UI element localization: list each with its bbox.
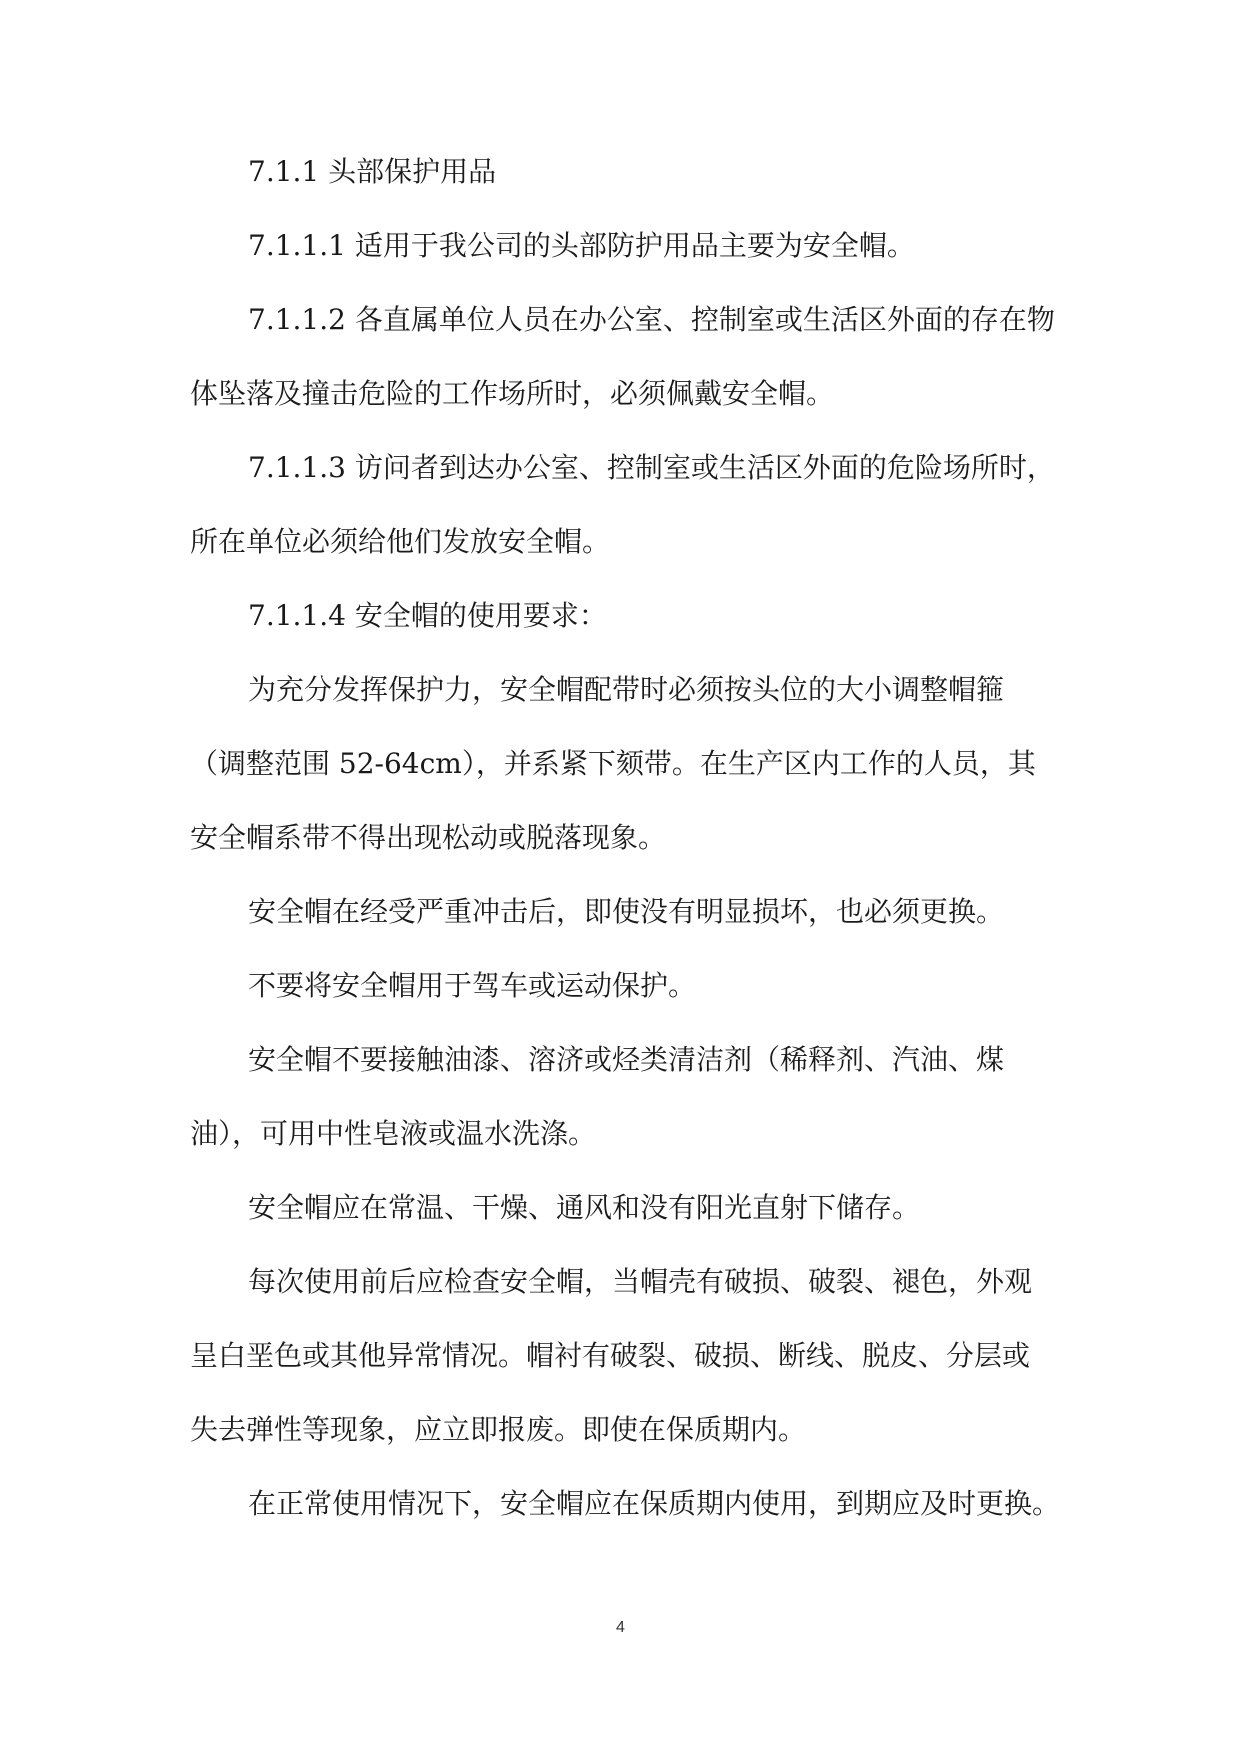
paragraph-line: 每次使用前后应检查安全帽，当帽壳有破损、破裂、褪色，外观 — [248, 1265, 1033, 1298]
paragraph-line: 7.1.1.1 适用于我公司的头部防护用品主要为安全帽。 — [248, 229, 915, 262]
paragraph-line: 失去弹性等现象，应立即报废。即使在保质期内。 — [190, 1413, 807, 1446]
paragraph-line: 为充分发挥保护力，安全帽配带时必须按头位的大小调整帽箍 — [248, 673, 1005, 706]
section-heading: 7.1.1 头部保护用品 — [248, 155, 497, 188]
paragraph-line: 安全帽系带不得出现松动或脱落现象。 — [190, 821, 667, 854]
paragraph-line: 所在单位必须给他们发放安全帽。 — [190, 525, 611, 558]
paragraph-line: 安全帽在经受严重冲击后，即使没有明显损坏，也必须更换。 — [248, 895, 1005, 928]
paragraph-line: 7.1.1.4 安全帽的使用要求： — [248, 599, 607, 632]
page-number: 4 — [616, 1619, 625, 1636]
paragraph-line: 体坠落及撞击危险的工作场所时，必须佩戴安全帽。 — [190, 377, 835, 410]
paragraph-line: 不要将安全帽用于驾车或运动保护。 — [248, 969, 697, 1002]
paragraph-line: 7.1.1.2 各直属单位人员在办公室、控制室或生活区外面的存在物 — [248, 303, 1055, 336]
paragraph-line: 在正常使用情况下，安全帽应在保质期内使用，到期应及时更换。 — [248, 1487, 1061, 1520]
paragraph-line: 安全帽不要接触油漆、溶济或烃类清洁剂（稀释剂、汽油、煤 — [248, 1043, 1005, 1076]
paragraph-line: （调整范围 52-64cm），并系紧下颏带。在生产区内工作的人员，其 — [190, 747, 1036, 780]
paragraph-line: 油），可用中性皂液或温水洗涤。 — [190, 1117, 597, 1150]
paragraph-line: 安全帽应在常温、干燥、通风和没有阳光直射下储存。 — [248, 1191, 921, 1224]
paragraph-line: 7.1.1.3 访问者到达办公室、控制室或生活区外面的危险场所时， — [248, 451, 1055, 484]
paragraph-line: 呈白垩色或其他异常情况。帽衬有破裂、破损、断线、脱皮、分层或 — [190, 1339, 1031, 1372]
